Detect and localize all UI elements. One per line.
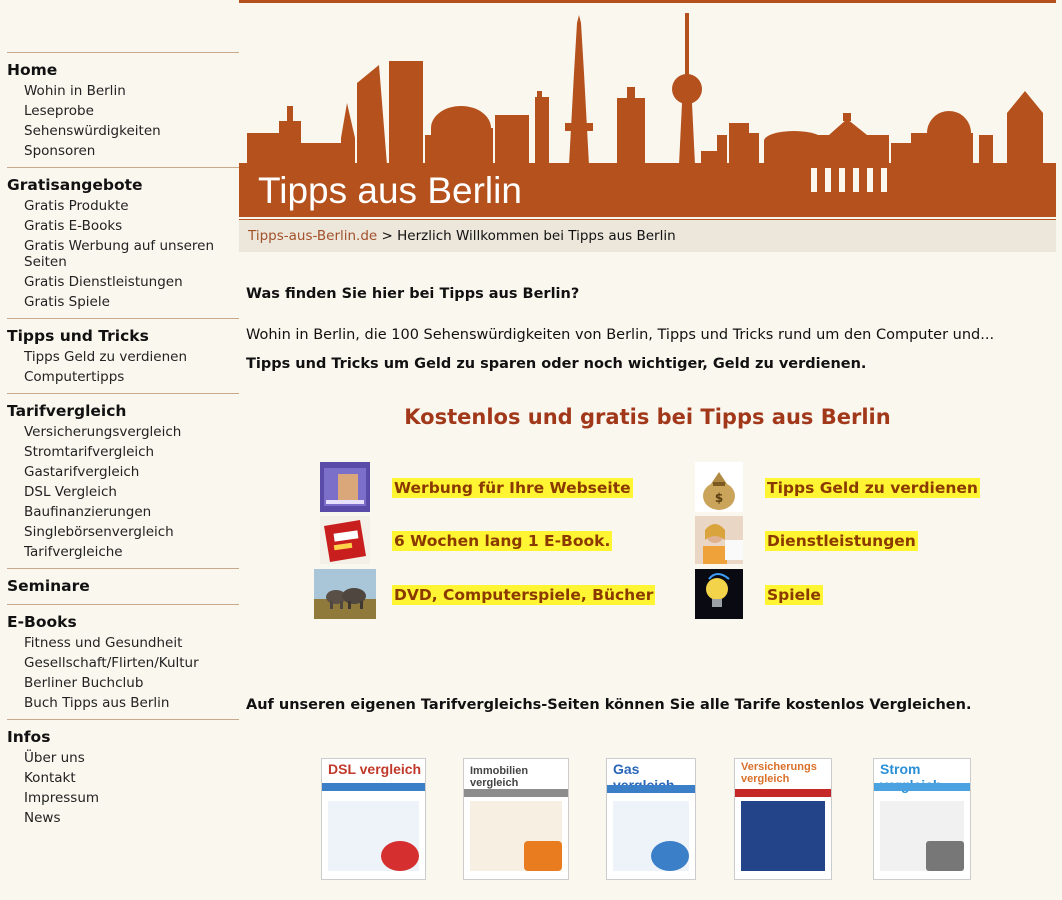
nav-heading-ebooks[interactable]: E-Books: [7, 613, 77, 631]
offer-label-dvd[interactable]: DVD, Computerspiele, Bücher: [394, 586, 654, 604]
nav-item-sehenswuerdigkeiten[interactable]: Sehenswürdigkeiten: [24, 123, 161, 139]
tarif-thumb-badge: [381, 841, 419, 871]
tarif-thumb-immobilien[interactable]: [463, 758, 569, 880]
nav-item-gratis-dienstleistungen[interactable]: Gratis Dienstleistungen: [24, 274, 183, 290]
nav-item-gratis-ebooks[interactable]: Gratis E-Books: [24, 218, 123, 234]
breadcrumb-home-link[interactable]: Tipps-aus-Berlin.de: [248, 228, 378, 244]
breadcrumb-separator: >: [377, 228, 398, 244]
service-person-icon: [695, 516, 743, 564]
money-bag-icon: [695, 462, 743, 512]
offer-dienstleistungen[interactable]: [695, 516, 1015, 566]
site-title: Tipps aus Berlin: [258, 170, 522, 211]
tarif-heading: Auf unseren eigenen Tarifvergleichs-Seiten können Sie alle Tarife kostenlos Vergleichen.: [246, 697, 972, 713]
tarif-thumb-badge: [524, 841, 562, 871]
nav-item-wohin-in-berlin[interactable]: Wohin in Berlin: [24, 83, 126, 99]
lightbulb-icon: [695, 569, 743, 619]
nav-heading-home[interactable]: Home: [7, 61, 58, 79]
nav-item-dsl-vergleich[interactable]: DSL Vergleich: [24, 484, 117, 500]
offer-label-ebook[interactable]: 6 Wochen lang 1 E-Book.: [394, 532, 611, 550]
offer-label-dienstleistungen[interactable]: Dienstleistungen: [767, 532, 916, 550]
nav-item-impressum[interactable]: Impressum: [24, 790, 100, 806]
nav-item-gastarifvergleich[interactable]: Gastarifvergleich: [24, 464, 140, 480]
tarif-thumb-title: Versicherungs vergleich: [741, 761, 817, 785]
nav-item-tarifvergleiche[interactable]: Tarifvergleiche: [24, 544, 123, 560]
ad-book-icon: [320, 462, 370, 512]
nav-item-gratis-spiele[interactable]: Gratis Spiele: [24, 294, 110, 310]
offer-label-werbung[interactable]: Werbung für Ihre Webseite: [394, 479, 631, 497]
nav-item-kontakt[interactable]: Kontakt: [24, 770, 76, 786]
nav-item-baufinanzierungen[interactable]: Baufinanzierungen: [24, 504, 152, 520]
tarif-thumb-gas[interactable]: [606, 758, 696, 880]
main-content: [239, 0, 1062, 900]
elephant-photo-icon: [314, 569, 376, 619]
nav-section-tipps-und-tricks: [7, 318, 239, 393]
nav-heading-tipps-und-tricks[interactable]: Tipps und Tricks: [7, 327, 149, 345]
nav-item-sponsoren[interactable]: Sponsoren: [24, 143, 96, 159]
nav-item-gratis-werbung[interactable]: Gratis Werbung auf unseren Seiten: [24, 238, 215, 270]
tarif-thumb-strom[interactable]: [873, 758, 971, 880]
nav-section-home: [7, 52, 239, 167]
nav-item-versicherungsvergleich[interactable]: Versicherungsvergleich: [24, 424, 182, 440]
offer-label-geld-verdienen[interactable]: Tipps Geld zu verdienen: [767, 479, 978, 497]
tarif-thumb-title: Strom: [880, 761, 921, 777]
offer-dvd-spiele-buecher[interactable]: [314, 569, 654, 619]
intro-bold-text: Tipps und Tricks um Geld zu sparen oder noch wichtiger, Geld zu verdienen.: [246, 356, 867, 372]
tarif-thumb-bar: [322, 783, 425, 791]
nav-heading-gratisangebote[interactable]: Gratisangebote: [7, 176, 143, 194]
nav-item-gratis-produkte[interactable]: Gratis Produkte: [24, 198, 129, 214]
tarif-thumb-badge: [926, 841, 964, 871]
nav-item-stromtarifvergleich[interactable]: Stromtarifvergleich: [24, 444, 155, 460]
nav-item-buchclub[interactable]: Berliner Buchclub: [24, 675, 144, 691]
nav-heading-seminare[interactable]: Seminare: [7, 577, 90, 595]
nav-section-infos: [7, 719, 239, 834]
tarif-thumb-bar: [607, 785, 695, 793]
nav-section-ebooks: [7, 604, 239, 719]
offer-werbung[interactable]: [314, 462, 631, 512]
tarif-thumb-versicherung[interactable]: [734, 758, 832, 880]
intro-text: Wohin in Berlin, die 100 Sehenswürdigkeiten von Berlin, Tipps und Tricks rund um den Computer und...: [246, 327, 995, 343]
nav-section-gratisangebote: [7, 167, 239, 318]
breadcrumb: [239, 220, 1056, 252]
nav-item-leseprobe[interactable]: Leseprobe: [24, 103, 94, 119]
tarif-thumb-bar: [735, 789, 831, 797]
nav-item-buch-tipps[interactable]: Buch Tipps aus Berlin: [24, 695, 170, 711]
offer-geld-verdienen[interactable]: [695, 462, 1015, 512]
nav-item-computertipps[interactable]: Computertipps: [24, 369, 125, 385]
tarif-thumb-title: Immobilien vergleich: [470, 765, 529, 789]
nav-item-gesellschaft[interactable]: Gesellschaft/Flirten/Kultur: [24, 655, 199, 671]
nav-section-tarifvergleich: [7, 393, 239, 568]
nav-item-ueber-uns[interactable]: Über uns: [24, 750, 85, 766]
tarif-thumb-title: Gas: [613, 761, 640, 777]
breadcrumb-current: Herzlich Willkommen bei Tipps aus Berlin: [397, 228, 676, 244]
offer-spiele[interactable]: [695, 569, 1015, 619]
nav-item-tipps-geld[interactable]: Tipps Geld zu verdienen: [24, 349, 188, 365]
nav-heading-infos[interactable]: Infos: [7, 728, 51, 746]
nav-item-news[interactable]: News: [24, 810, 61, 826]
tarif-thumb-bar: [464, 789, 568, 797]
svg-text:$: $: [714, 491, 724, 505]
header-banner: [239, 0, 1056, 222]
nav-heading-tarifvergleich[interactable]: Tarifvergleich: [7, 402, 127, 420]
nav-section-seminare: [7, 568, 239, 604]
tarif-thumb-badge: [651, 841, 689, 871]
ebook-icon: [320, 516, 370, 564]
tarif-thumb-body: [741, 801, 825, 871]
nav-item-fitness[interactable]: Fitness und Gesundheit: [24, 635, 183, 651]
tarif-thumb-bar: [874, 783, 970, 791]
intro-heading: Was finden Sie hier bei Tipps aus Berlin?: [246, 286, 580, 302]
tarif-thumb-dsl[interactable]: [321, 758, 426, 880]
sidebar: [0, 0, 239, 900]
nav-item-singleboersenvergleich[interactable]: Singlebörsenvergleich: [24, 524, 174, 540]
free-offers-heading: Kostenlos und gratis bei Tipps aus Berlin: [404, 405, 891, 429]
offer-ebook[interactable]: [314, 516, 614, 566]
tarif-thumb-title: DSL vergleich: [328, 761, 422, 777]
offer-label-spiele[interactable]: Spiele: [767, 586, 821, 604]
